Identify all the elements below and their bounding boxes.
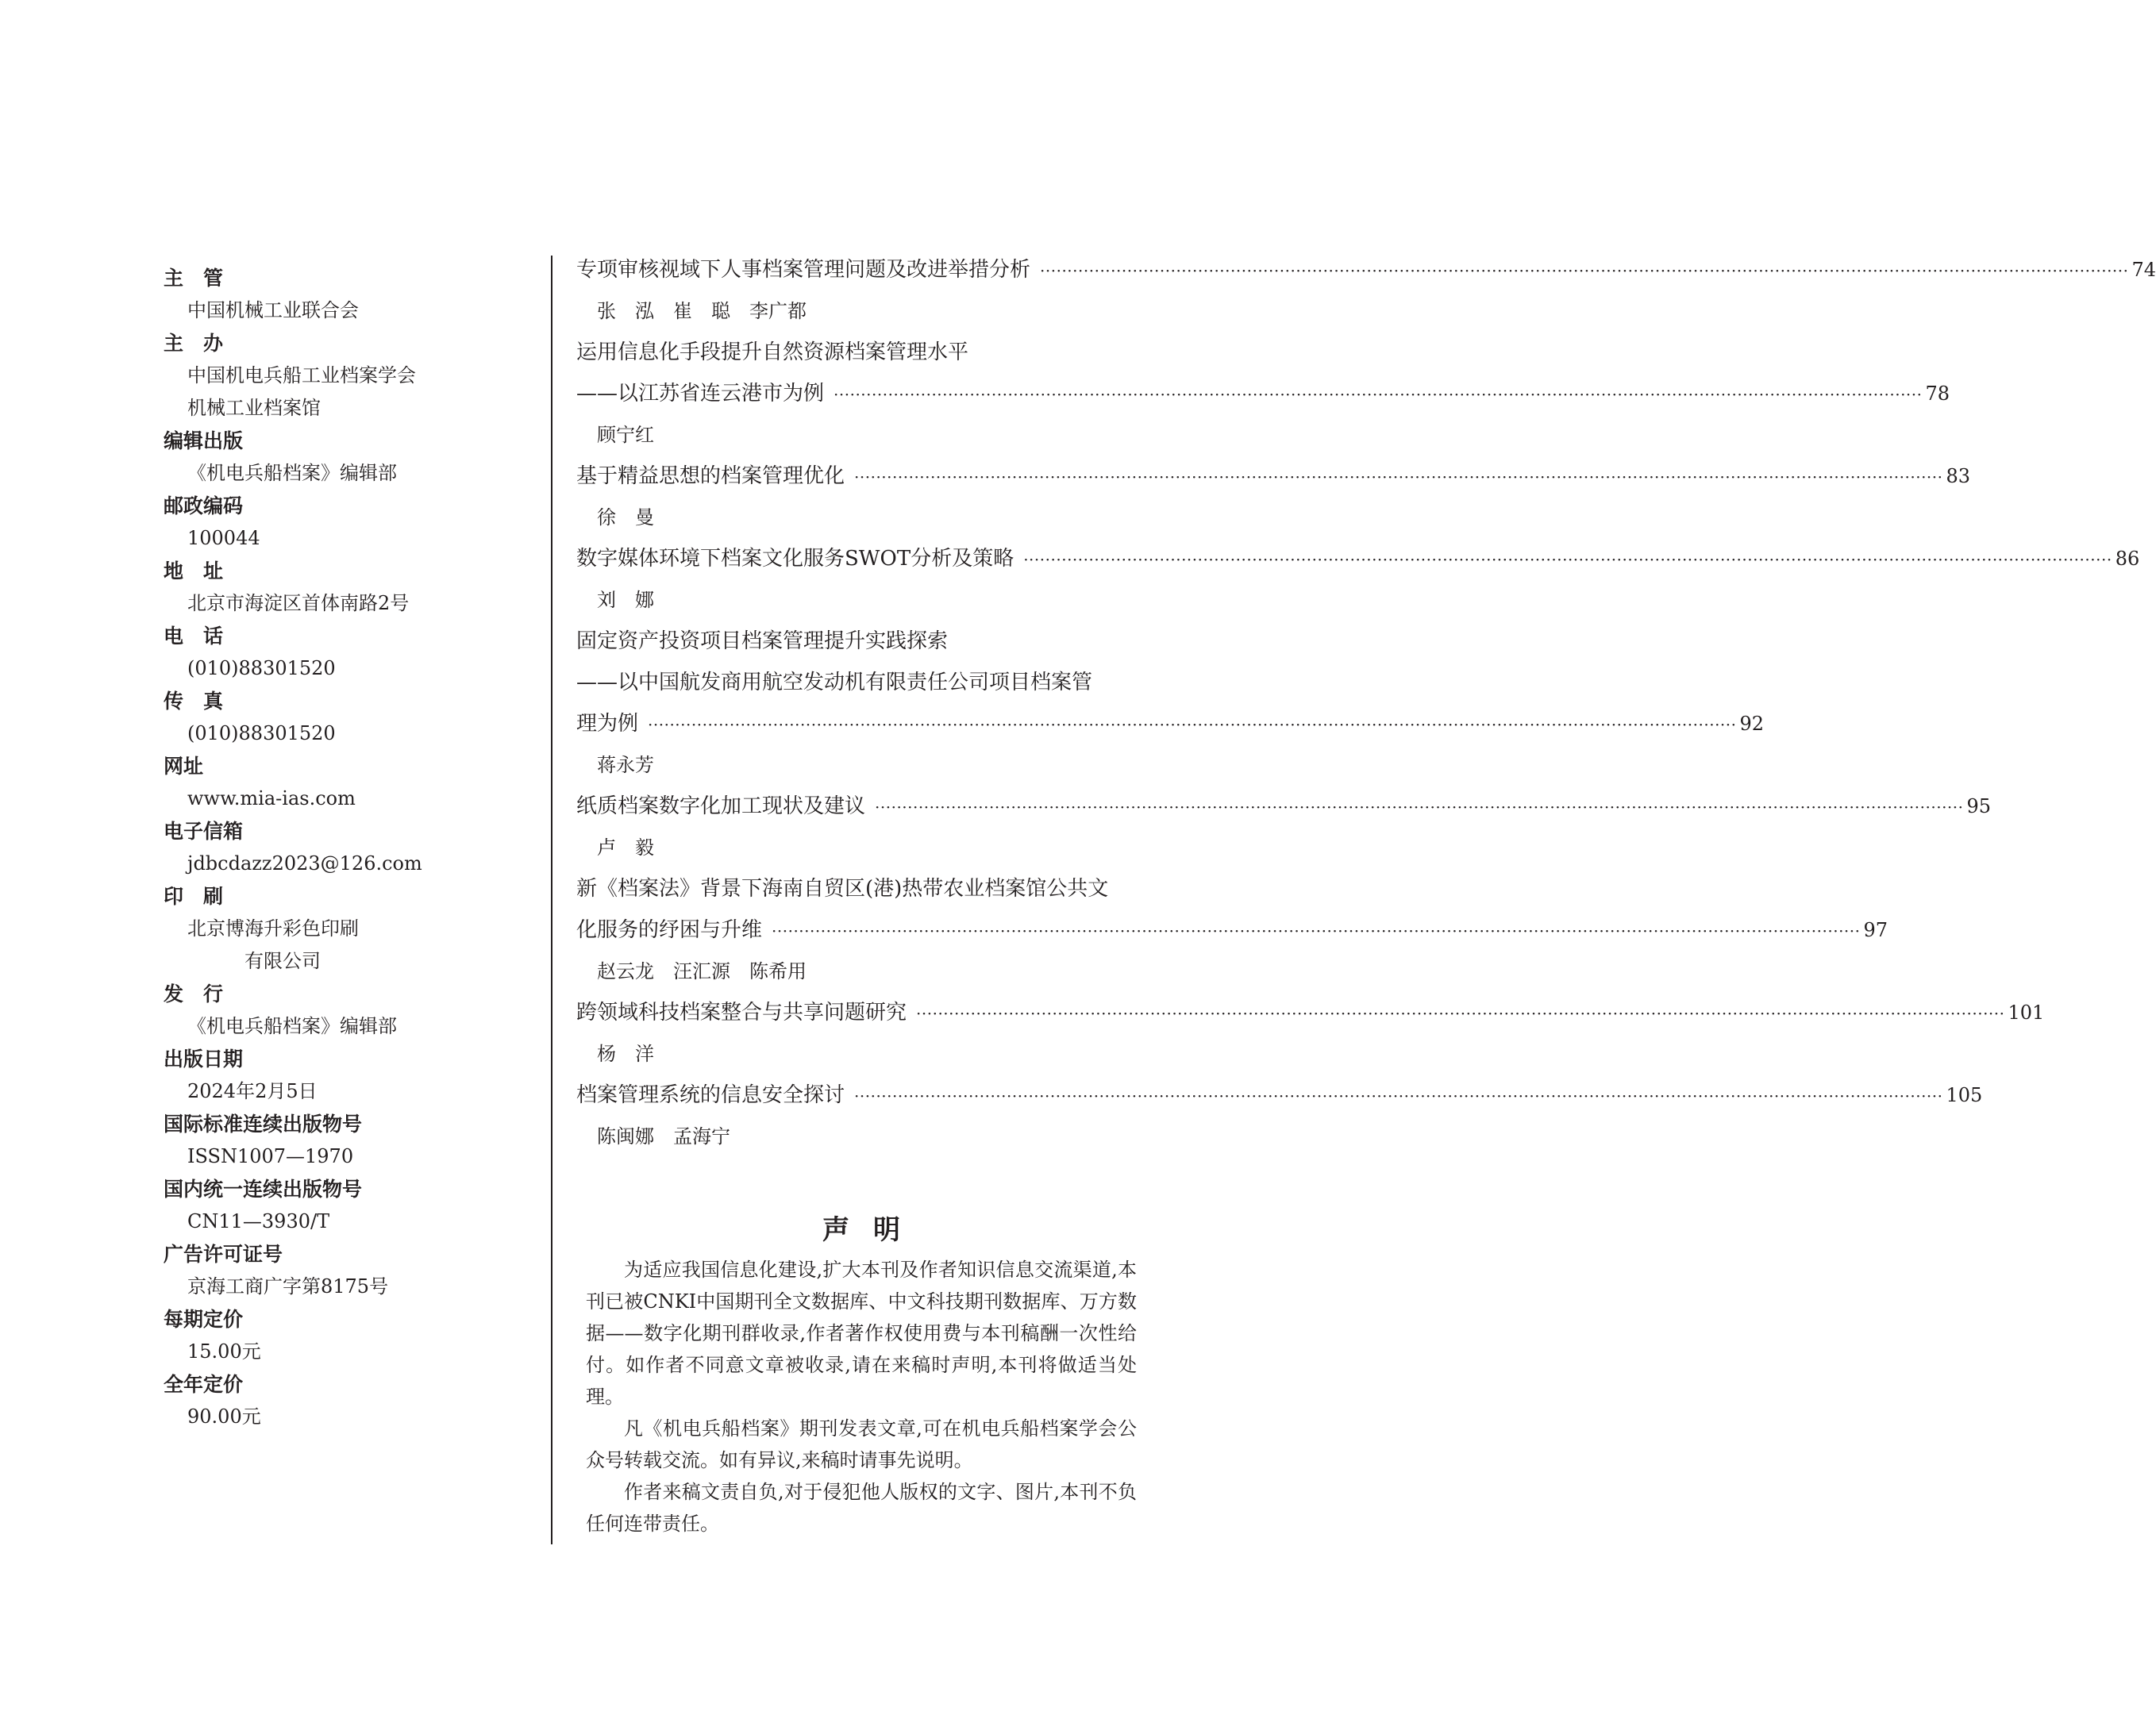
toc-leader-dots: ········································································································································································································ [834, 385, 1923, 404]
masthead-label: 出版日期 [164, 1048, 244, 1071]
masthead-label: 传 真 [164, 690, 224, 713]
toc-authors: 张 泓 崔 聪 李广都 [597, 300, 807, 322]
masthead-value: ISSN1007—1970 [187, 1145, 354, 1167]
toc-title-line [576, 249, 2156, 290]
toc-title: ——以中国航发商用航空发动机有限责任公司项目档案管 [576, 671, 1093, 694]
masthead-value: 100044 [187, 527, 260, 549]
toc-title: 专项审核视域下人事档案管理问题及改进举措分析 [576, 258, 1031, 282]
masthead-value: 京海工商广字第8175号 [187, 1275, 389, 1298]
toc-title: ——以江苏省连云港市为例 [576, 382, 825, 406]
toc-entry[interactable] [576, 1075, 1983, 1157]
toc-title: 运用信息化手段提升自然资源档案管理水平 [576, 340, 969, 364]
masthead-label: 电 话 [164, 625, 224, 648]
toc-title-line [576, 703, 1765, 744]
toc-title-line [576, 909, 1888, 951]
masthead-label: 发 行 [164, 982, 224, 1005]
notice-paragraph: 为适应我国信息化建设,扩大本刊及作者知识信息交流渠道,本刊已被CNKI中国期刊全文数据库、中文科技期刊数据库、万方数据——数字化期刊群收录,作者著作权使用费与本刊稿酬一次性给付。如作者不同意文章被收录,请在来稿时声明,本刊将做适当处理。 [586, 1259, 1137, 1408]
toc-title: 新《档案法》背景下海南自贸区(港)热带农业档案馆公共文 [576, 877, 1109, 901]
toc-authors: 陈闽娜 孟海宁 [597, 1125, 730, 1148]
masthead-value: 中国机械工业联合会 [187, 299, 359, 321]
toc-page-number: 86 [2115, 548, 2140, 570]
toc-entry[interactable] [576, 786, 1992, 868]
toc-title-line [576, 786, 1992, 827]
toc-title-line [576, 538, 2140, 579]
masthead-value: 北京市海淀区首体南路2号 [187, 592, 410, 614]
toc-authors: 顾宁红 [597, 424, 654, 446]
masthead-label: 国内统一连续出版物号 [164, 1178, 363, 1201]
masthead-value: 90.00元 [187, 1405, 261, 1428]
masthead-label: 地 址 [164, 559, 224, 583]
masthead-label: 邮政编码 [164, 494, 244, 517]
toc-leader-dots: ········································································································································································································ [648, 715, 1737, 734]
notice-section [586, 1206, 1137, 1540]
toc-authors: 杨 洋 [597, 1043, 654, 1065]
masthead-label: 每期定价 [164, 1308, 244, 1331]
masthead-label: 主 管 [164, 267, 224, 290]
column-divider [551, 256, 552, 1544]
toc-authors: 蒋永芳 [597, 754, 654, 776]
masthead-value: CN11—3930/T [187, 1210, 330, 1232]
masthead-label: 全年定价 [164, 1373, 244, 1396]
toc-authors: 卢 毅 [597, 836, 654, 859]
toc-title-line [576, 662, 1135, 703]
toc-title-line [576, 332, 1135, 373]
toc-page-number: 97 [1863, 919, 1888, 941]
toc-entry[interactable] [576, 621, 1765, 786]
toc-page-number: 101 [2008, 1002, 2045, 1024]
toc-entry[interactable] [576, 538, 2140, 621]
toc-page-number: 105 [1946, 1084, 1983, 1106]
toc-leader-dots: ········································································································································································································ [854, 1086, 1943, 1105]
toc-title: 固定资产投资项目档案管理提升实践探索 [576, 629, 949, 653]
toc-title-line [576, 992, 2045, 1033]
toc-page-number: 95 [1966, 795, 1992, 817]
toc-leader-dots: ········································································································································································································ [916, 1004, 2005, 1023]
notice-paragraph: 作者来稿文责自负,对于侵犯他人版权的文字、图片,本刊不负任何连带责任。 [586, 1481, 1137, 1535]
toc-entry[interactable] [576, 249, 2156, 332]
toc-entry[interactable] [576, 992, 2045, 1075]
toc-leader-dots: ········································································································································································································ [875, 798, 1964, 817]
toc-entry[interactable] [576, 456, 1971, 538]
toc-title-line [576, 621, 1135, 662]
table-of-contents [576, 249, 2156, 1157]
toc-title-line [576, 868, 1135, 909]
toc-title: 数字媒体环境下档案文化服务SWOT分析及策略 [576, 547, 1014, 571]
toc-authors: 赵云龙 汪汇源 陈希用 [597, 960, 807, 982]
toc-page-number: 78 [1925, 383, 1950, 405]
toc-leader-dots: ········································································································································································································ [1040, 261, 2129, 280]
toc-leader-dots: ········································································································································································································ [772, 921, 1861, 940]
toc-page-number: 92 [1739, 713, 1765, 735]
masthead-label: 国际标准连续出版物号 [164, 1113, 363, 1136]
toc-title-line [576, 456, 1971, 497]
masthead-info [164, 262, 513, 1433]
toc-page-number: 83 [1946, 465, 1971, 487]
masthead-label: 网址 [164, 755, 204, 778]
masthead-value: 机械工业档案馆 [187, 397, 321, 419]
toc-leader-dots: ········································································································································································································ [1023, 550, 2112, 569]
masthead-value: (010)88301520 [187, 657, 336, 679]
masthead-value: jdbcdazz2023@126.com [187, 852, 422, 875]
notice-paragraph: 凡《机电兵船档案》期刊发表文章,可在机电兵船档案学会公众号转载交流。如有异议,来稿时请事先说明。 [586, 1417, 1137, 1471]
toc-leader-dots: ········································································································································································································ [854, 467, 1943, 486]
masthead-label: 印 刷 [164, 885, 224, 908]
toc-entry[interactable] [576, 868, 1888, 992]
toc-title-line [576, 1075, 1983, 1116]
toc-title: 纸质档案数字化加工现状及建议 [576, 794, 866, 818]
toc-authors: 徐 曼 [597, 506, 654, 529]
masthead-label: 电子信箱 [164, 820, 244, 843]
toc-title: 理为例 [576, 712, 639, 736]
masthead-value: 《机电兵船档案》编辑部 [187, 462, 397, 484]
toc-page-number: 74 [2131, 259, 2156, 281]
toc-title: 档案管理系统的信息安全探讨 [576, 1083, 845, 1107]
masthead-value: www.mia-ias.com [187, 787, 356, 809]
masthead-value: 《机电兵船档案》编辑部 [187, 1015, 397, 1037]
masthead-value: 北京博海升彩色印刷 [187, 917, 359, 940]
masthead-value: 15.00元 [187, 1340, 261, 1363]
toc-title: 化服务的纾困与升维 [576, 918, 763, 942]
masthead-label: 广告许可证号 [164, 1243, 283, 1266]
toc-entry[interactable] [576, 332, 1950, 456]
toc-title-line [576, 373, 1950, 414]
toc-title: 跨领域科技档案整合与共享问题研究 [576, 1001, 907, 1025]
notice-title: 声明 [822, 1214, 924, 1246]
masthead-value: 中国机电兵船工业档案学会 [187, 364, 416, 386]
masthead-value: 2024年2月5日 [187, 1080, 318, 1102]
toc-title: 基于精益思想的档案管理优化 [576, 464, 845, 488]
masthead-value: 有限公司 [187, 950, 321, 972]
masthead-label: 编辑出版 [164, 429, 244, 452]
masthead-label: 主 办 [164, 332, 224, 355]
masthead-value: (010)88301520 [187, 722, 336, 744]
toc-authors: 刘 娜 [597, 589, 654, 611]
